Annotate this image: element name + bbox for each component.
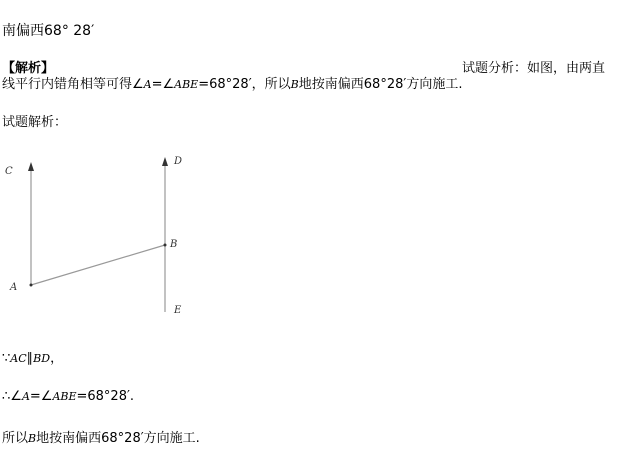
parallel-symbol: ∥ (26, 351, 34, 366)
analysis-text-a: 线平行内错角相等可得∠ (2, 77, 144, 92)
because-symbol: ∵ (2, 351, 11, 366)
conclusion-mid: 地按南偏西 (36, 431, 102, 446)
arrow-d-icon (162, 157, 168, 166)
solution-header: 试题解析： (2, 115, 68, 130)
var-a-2: A (21, 390, 30, 403)
answer-text: 南偏西68° 28′ (2, 23, 95, 39)
label-d: D (174, 156, 183, 167)
conclusion-pre: 所以 (2, 431, 29, 446)
label-e: E (174, 305, 182, 316)
var-abe: ABE (174, 78, 199, 91)
point-b (164, 244, 167, 247)
geometry-diagram (0, 148, 240, 328)
analysis-header: 【解析】 (2, 61, 55, 76)
var-b-2: B (28, 432, 37, 445)
var-abe-2: ABE (52, 390, 77, 403)
segment-ab (31, 245, 165, 285)
var-a: A (143, 78, 152, 91)
therefore-angle: ∴∠ (2, 389, 22, 404)
step-2-value: =68°28′. (76, 389, 135, 404)
analysis-tail-a: 地按南偏西 (298, 77, 364, 92)
arrow-c-icon (28, 162, 34, 171)
label-a: A (10, 282, 18, 293)
analysis-so: ，所以 (251, 77, 291, 92)
step-2-eq: =∠ (29, 389, 53, 404)
analysis-line-1 (2, 61, 626, 77)
var-b: B (290, 78, 299, 91)
analysis-tail-b: 方向施工. (406, 77, 463, 92)
conclusion (2, 431, 200, 447)
conclusion-post: 方向施工. (143, 431, 200, 446)
conclusion-degree: 68°28′ (101, 431, 144, 446)
step-2 (2, 389, 134, 405)
analysis-intro: 试题分析：如图，由两直 (462, 61, 606, 76)
point-a (30, 284, 33, 287)
analysis-eq: =∠ (151, 77, 175, 92)
label-b: B (170, 239, 178, 250)
var-bd: BD (33, 352, 51, 365)
analysis-value: =68°28′ (198, 77, 252, 92)
step-1-end: ， (50, 351, 64, 366)
label-c: C (5, 166, 13, 177)
analysis-degree: 68°28′ (363, 77, 407, 92)
step-1 (2, 351, 63, 367)
analysis-line-2 (2, 77, 462, 93)
var-ac: AC (10, 352, 27, 365)
